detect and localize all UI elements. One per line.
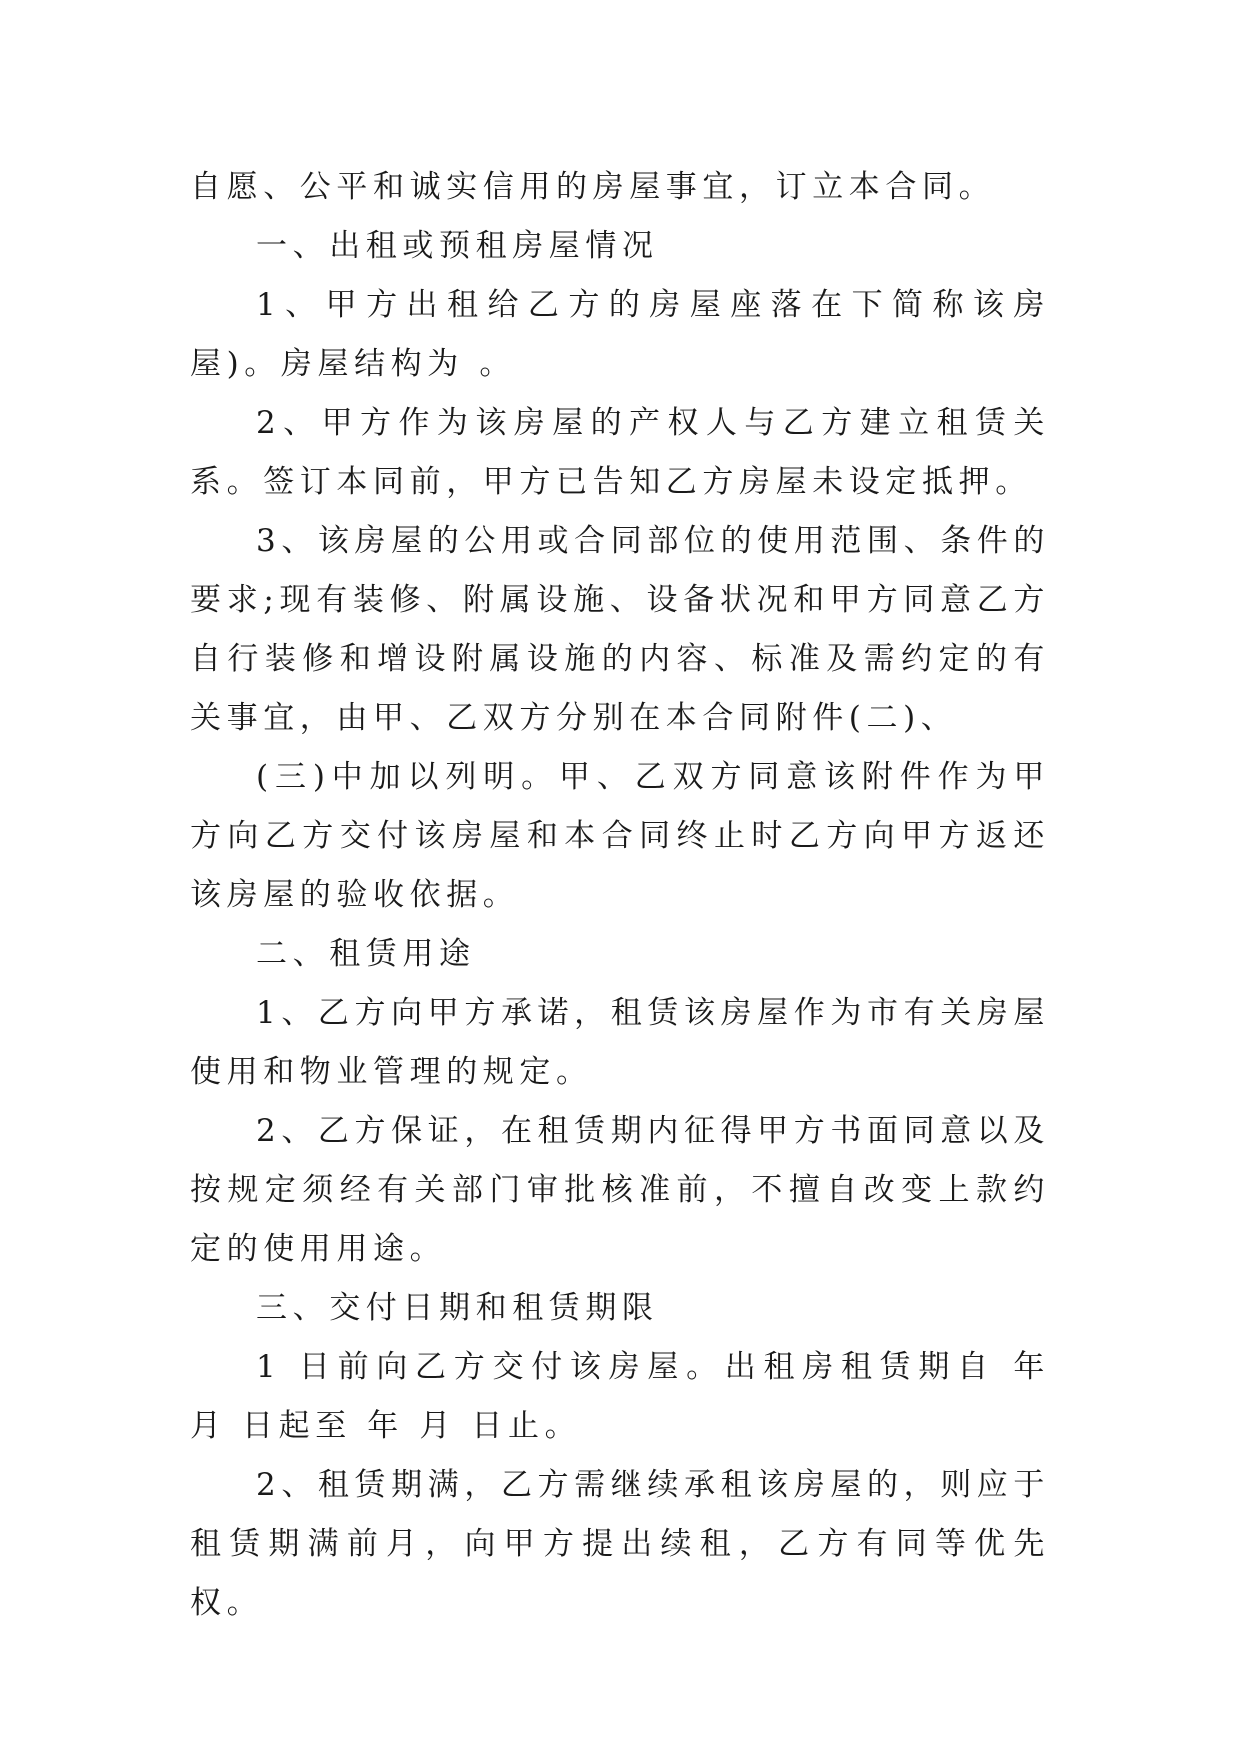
section-heading-2: 二、租赁用途	[256, 936, 476, 972]
paragraph-1-2: 2、甲方作为该房屋的产权人与乙方建立租赁关系。签订本同前，甲方已告知乙方房屋未设定抵押。	[190, 405, 1050, 500]
paragraph-1-3: 3、该房屋的公用或合同部位的使用范围、条件的要求;现有装修、附属设施、设备状况和甲方同意乙方自行装修和增设附属设施的内容、标准及需约定的有关事宜，由甲、乙双方分别在本合同附件(二)、	[190, 523, 1050, 736]
paragraph-2-2: 2、乙方保证，在租赁期内征得甲方书面同意以及按规定须经有关部门审批核准前，不擅自改变上款约定的使用用途。	[190, 1113, 1050, 1267]
paragraph-3-2: 2、租赁期满，乙方需继续承租该房屋的，则应于租赁期满前月，向甲方提出续租，乙方有同等优先权。	[190, 1467, 1050, 1621]
paragraph-2-1: 1、乙方向甲方承诺，租赁该房屋作为市有关房屋使用和物业管理的规定。	[190, 995, 1050, 1090]
paragraph-intro: 自愿、公平和诚实信用的房屋事宜，订立本合同。	[190, 169, 996, 205]
section-heading-1: 一、出租或预租房屋情况	[256, 228, 659, 264]
paragraph-1-3-cont: (三)中加以列明。甲、乙双方同意该附件作为甲方向乙方交付该房屋和本合同终止时乙方向甲方返还该房屋的验收依据。	[190, 759, 1050, 913]
paragraph-1-1: 1、甲方出租给乙方的房屋座落在下简称该房屋)。房屋结构为 。	[190, 287, 1050, 382]
document-page	[190, 158, 1050, 1633]
section-heading-3: 三、交付日期和租赁期限	[256, 1290, 659, 1326]
paragraph-3-1: 1 日前向乙方交付该房屋。出租房租赁期自 年 月 日起至 年 月 日止。	[190, 1349, 1050, 1444]
